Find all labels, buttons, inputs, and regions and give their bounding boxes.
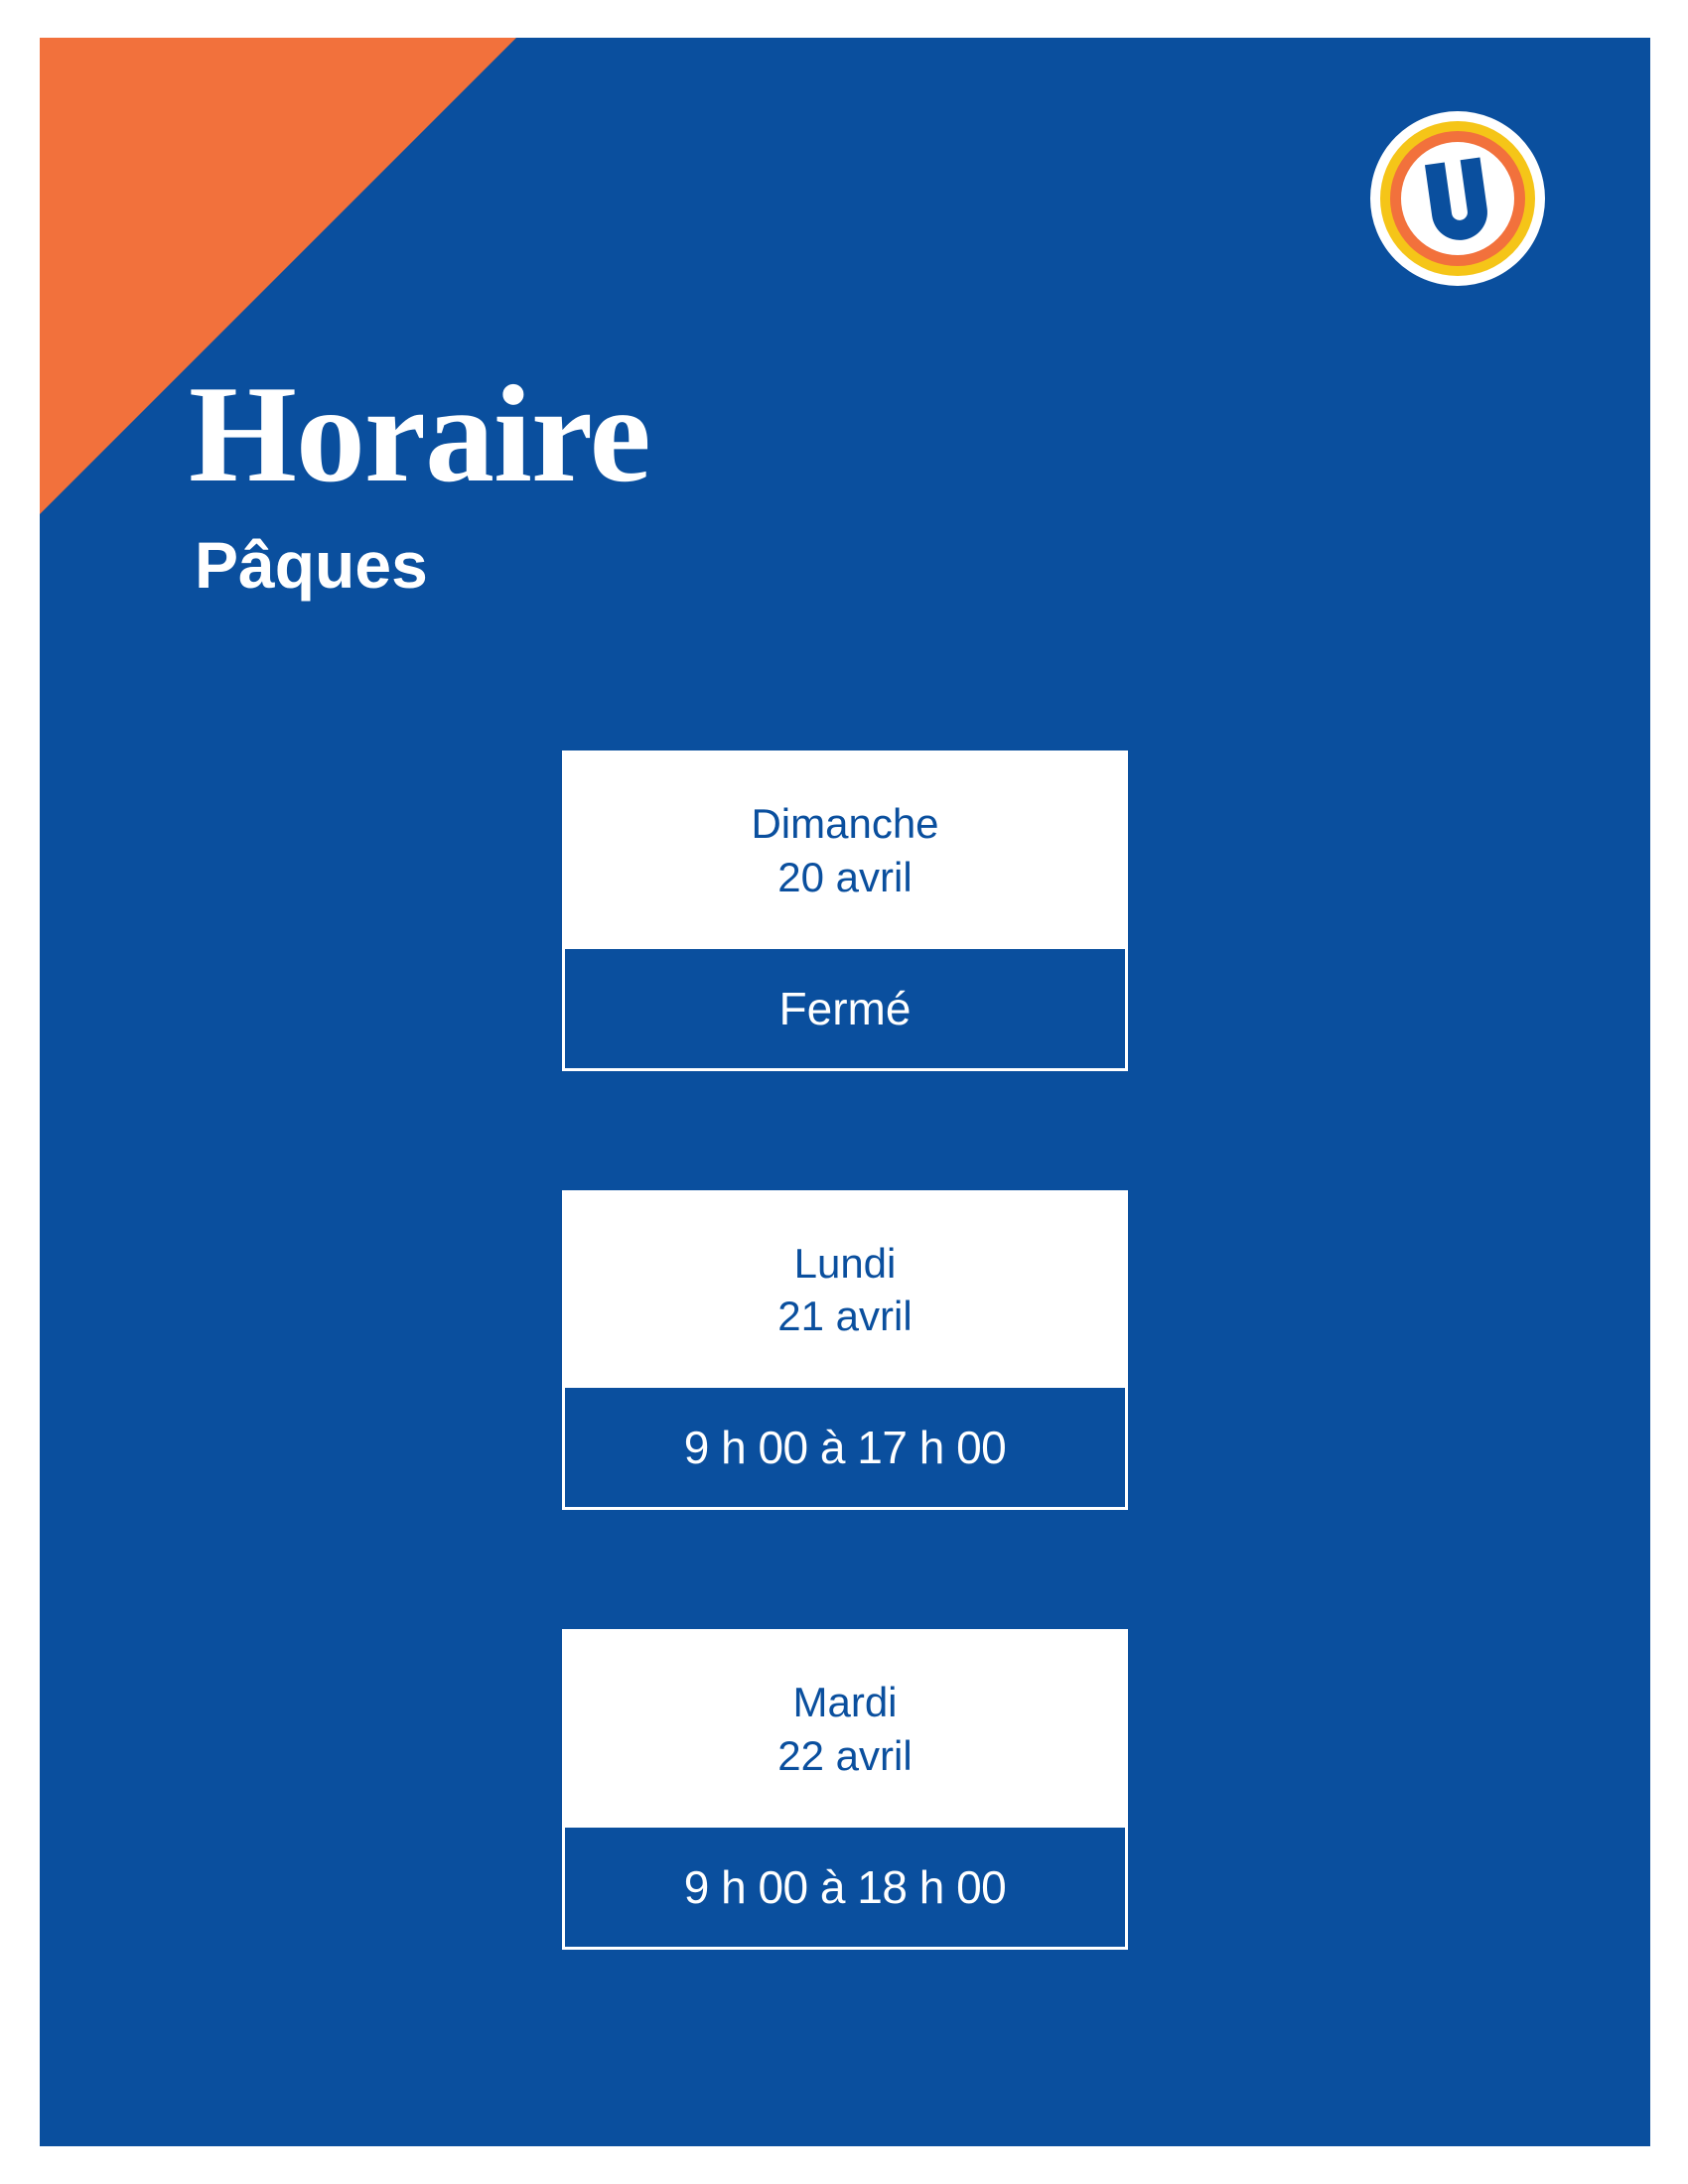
title-block <box>189 357 1082 602</box>
schedule-card <box>562 751 1128 1071</box>
uniprix-u-logo <box>1368 109 1547 288</box>
schedule-list <box>40 751 1650 1950</box>
schedule-card <box>562 1190 1128 1511</box>
schedule-card-hours: 9 h 00 à 18 h 00 <box>562 1825 1128 1950</box>
schedule-card-hours: 9 h 00 à 17 h 00 <box>562 1385 1128 1510</box>
schedule-day-name: Mardi <box>792 1679 898 1725</box>
page-subtitle: Pâques <box>195 528 428 602</box>
schedule-day-name: Dimanche <box>751 800 939 847</box>
schedule-day-date: 22 avril <box>777 1731 913 1779</box>
page-title: Horaire <box>189 357 650 511</box>
schedule-day-date: 20 avril <box>777 853 913 900</box>
poster-canvas <box>40 38 1650 2146</box>
schedule-card <box>562 1629 1128 1950</box>
schedule-card-hours: Fermé <box>562 946 1128 1071</box>
schedule-day-name: Lundi <box>793 1239 897 1287</box>
schedule-card-date <box>562 1190 1128 1386</box>
schedule-card-date <box>562 751 1128 946</box>
schedule-day-date: 21 avril <box>777 1293 913 1340</box>
schedule-card-date <box>562 1629 1128 1825</box>
